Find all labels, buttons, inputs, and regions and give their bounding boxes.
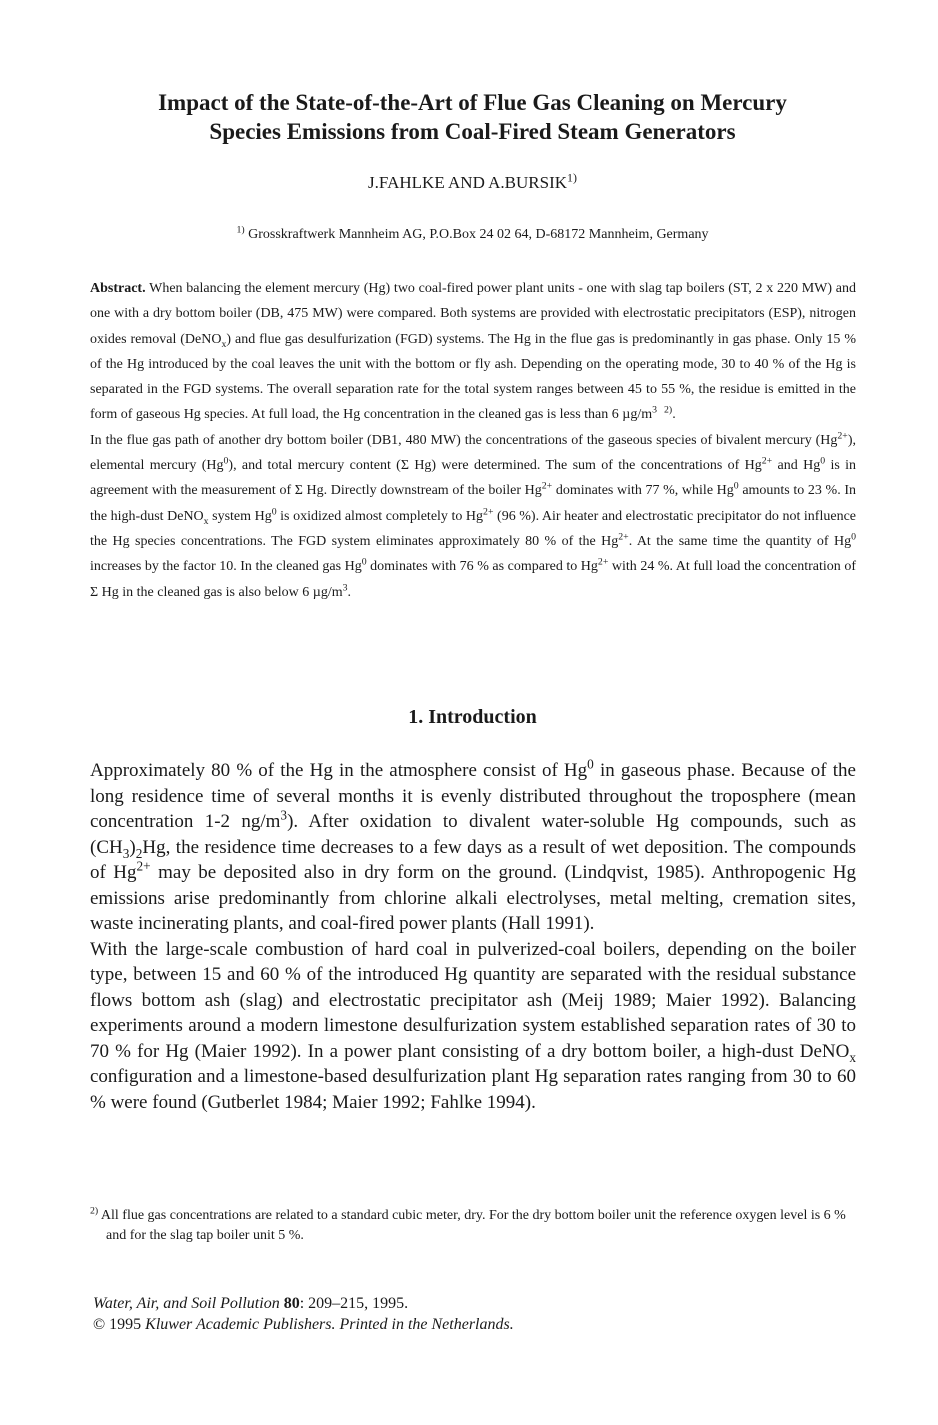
authors [90, 172, 855, 194]
abstract [90, 276, 856, 605]
copyright-symbol: © [93, 1316, 106, 1333]
journal-line-1 [93, 1293, 793, 1314]
journal-name: Water, Air, and Soil Pollution [93, 1295, 280, 1312]
footnote-marker: 2) [90, 1205, 99, 1217]
affiliation [90, 226, 855, 244]
author-affiliation-marker: 1) [567, 170, 577, 185]
journal-volume: 80 [283, 1295, 300, 1312]
abstract-paragraph-2: In the flue gas path of another dry bottom boiler (DB1, 480 MW) the concentrations of the gaseous species of bivalent mercury $(Hg^{2+})$, elemental mercury (Hg$^0$), and total mercury content (Σ Hg) were determined. The sum of the concentrations of $Hg^{2+}$ and Hg$^0$ is in agreement with the measurement of Σ Hg. Directly downstream of the boiler $Hg^{2+}$ dominates with 77 %, while Hg$^0$ amounts to 23 %. In the high-dust DeNO$_x$ system Hg$^0$ is oxidized almost completely to $Hg^{2+}$ (96 %). Air heater and electrostatic precipitator do not influence the Hg species concentrations. The FGD system eliminates approximately 80 % of the $Hg^{2+}$. At the same time the quantity of Hg$^0$ increases by the factor 10. In the cleaned gas Hg$^0$ dominates with 76 % as compared to $Hg^{2+}$ with 24 %. At full load the concentration of Σ Hg in the cleaned gas is also below 6 $\mu g/m^3$. [90, 430, 857, 600]
journal-pages: : 209–215, 1995. [299, 1295, 409, 1312]
section-heading-introduction: 1. Introduction [408, 706, 537, 728]
intro-paragraph-2: With the large-scale combustion of hard coal in pulverized-coal boilers, depending on the boiler type, between 15 and 60 % of the introduced Hg quantity are separated with the residual substance flows bottom ash (slag) and electrostatic precipitator ash (Meij 1989; Maier 1992). Balancing experiments around a modern limestone desulfurization system established separation rates of 30 to 70 % for Hg (Maier 1992). In a power plant consisting of a dry bottom boiler, a high-dust DeNO$_x$ configuration and a limestone-based desulfurization plant Hg separation rates ranging from 30 to 60 % were found (Gutberlet 1984; Maier 1992; Fahlke 1994). [90, 938, 856, 1113]
footnote [90, 1206, 856, 1246]
abstract-label: Abstract. [90, 281, 146, 296]
journal-citation [93, 1293, 793, 1335]
copyright-year: 1995 [105, 1316, 146, 1333]
footnote-ref-2: 2) [664, 404, 673, 416]
abstract-paragraph-1: Abstract. When balancing the element mercury (Hg) two coal-fired power plant units - one with slag tap boilers (ST, 2 x 220 MW) and one with a dry bottom boiler (DB, 475 MW) were compared. Both systems are provided with electrostatic precipitators (ESP), nitrogen oxides removal (DeNO$_x$) and flue gas desulfurization (FGD) systems. The Hg in the flue gas is predominantly in gas phase. Only 15 % of the Hg introduced by the coal leaves the unit with the bottom or fly ash. Depending on the operating mode, 30 to 40 % of the Hg is separated in the FGD systems. The overall separation rate for the total system ranges between 45 to 55 %, the residue is emitted in the form of gaseous Hg species. At full load, the Hg concentration in the cleaned gas is less than 6 $\mu g/m^3$ $^{2)}$. [90, 281, 856, 423]
footnote-text: All flue gas concentrations are related to a standard cubic meter, dry. For the dry bottom boiler unit the reference oxygen level is 6 % and for the slag tap boiler unit 5 %. [100, 1208, 846, 1243]
affiliation-marker: 1) [236, 224, 245, 236]
introduction-body [90, 758, 856, 1115]
author-names: J.FAHLKE AND A.BURSIK [368, 173, 568, 192]
title-line-2: Species Emissions from Coal-Fired Steam Generators [209, 119, 736, 144]
title-line-1: Impact of the State-of-the-Art of Flue Gas Cleaning on Mercury [158, 90, 787, 115]
publisher: Kluwer Academic Publishers. Printed in the Netherlands. [145, 1316, 514, 1333]
intro-paragraph-1: Approximately 80 % of the Hg in the atmosphere consist of Hg$^0$ in gaseous phase. Because of the long residence time of several months it is evenly distributed throughout the troposphere (mean concentration 1-2 $ng/m^3$). After oxidation to divalent water-soluble Hg compounds, such as $(CH_3)_2Hg$, the residence time decreases to a few days as a result of wet deposition. The compounds of $Hg^{2+}$ may be deposited also in dry form on the ground. (Lindqvist, 1985). Anthropogenic Hg emissions arise predominantly from chlorine alkali electrolyses, metal melting, cremation sites, waste incinerating plants, and coal-fired power plants (Hall 1991). [90, 756, 856, 934]
affiliation-text: Grosskraftwerk Mannheim AG, P.O.Box 24 02 64, D-68172 Mannheim, Germany [248, 227, 709, 242]
journal-line-2 [93, 1314, 793, 1335]
paper-title [90, 88, 855, 146]
